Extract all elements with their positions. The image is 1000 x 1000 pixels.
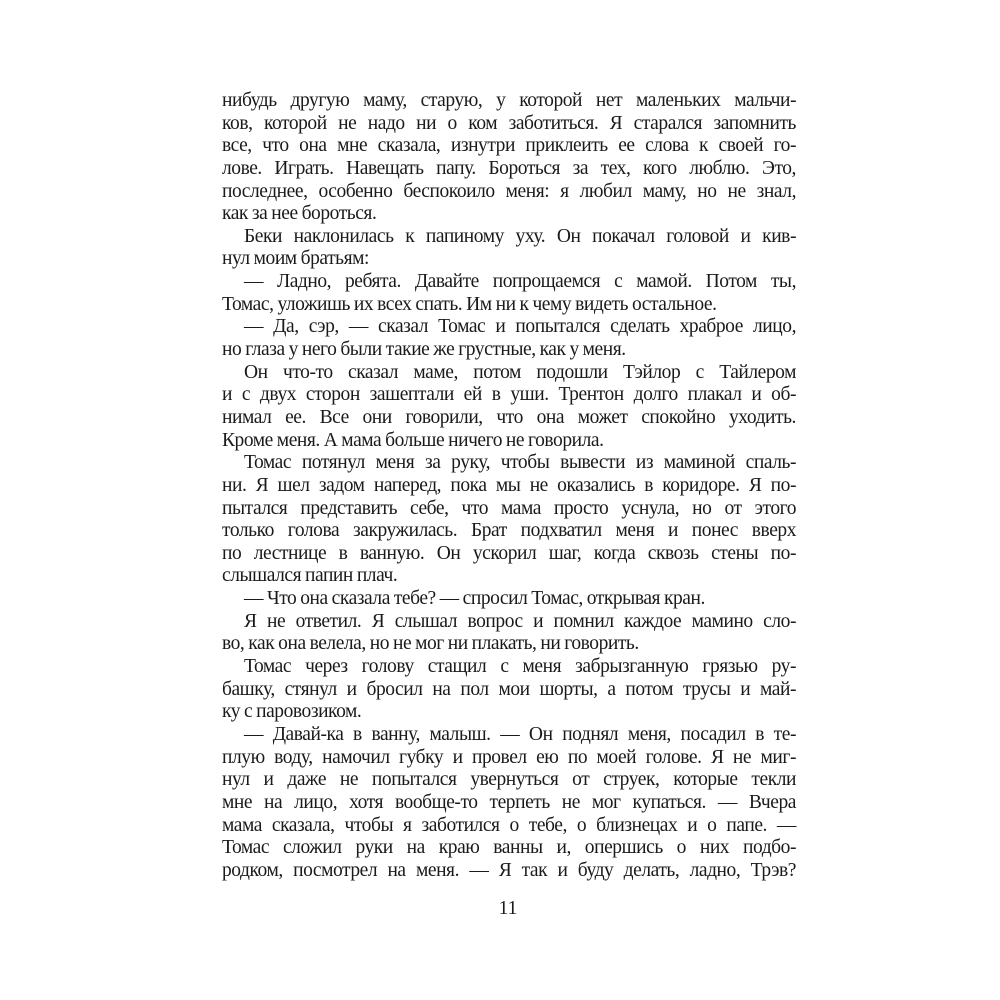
text-line: — Что она сказала тебе? — спросил Томас, открывая кран. [244,588,705,610]
text-line: только голова закружилась. Брат подхватил меня и понес вверх [222,520,796,542]
text-line: мама сказала, чтобы я заботился о тебе, о близнецах и о папе. — [222,814,796,836]
text-line: последнее, особенно беспокоило меня: я любил маму, но не знал, [222,180,796,202]
text-line: ку с паровозиком. [222,701,362,723]
text-line: Томас через голову стащил с меня забрызганную грязью ру- [244,656,796,678]
text-line: — Давай-ка в ванну, малыш. — Он поднял меня, посадил в те- [244,723,796,745]
text-line: по лестнице в ванную. Он ускорил шаг, когда сквозь стены по- [222,542,796,564]
text-line: Кроме меня. А мама больше ничего не говорила. [222,429,604,451]
text-line: ков, которой не надо ни о ком заботиться. Я старался запомнить [222,112,796,134]
text-line: нимал ее. Все они говорили, что она может спокойно уходить. [222,406,796,428]
text-line: мне на лицо, хотя вообще-то терпеть не мог купаться. — Вчера [222,791,796,813]
body-text [222,90,796,882]
text-line: Он что-то сказал маме, потом подошли Тэйлор с Тайлером [244,361,796,383]
text-line: — Ладно, ребята. Давайте попрощаемся с мамой. Потом ты, [244,271,796,293]
text-line: — Да, сэр, — сказал Томас и попытался сделать храброе лицо, [244,316,796,338]
text-line: как за нее бороться. [222,203,377,225]
text-line: Томас потянул меня за руку, чтобы вывести из маминой спаль- [244,452,796,474]
text-line: Я не ответил. Я слышал вопрос и помнил каждое мамино сло- [244,610,796,632]
text-line: слышался папин плач. [222,565,398,587]
text-line: пытался представить себе, что мама просто уснула, но от этого [222,497,796,519]
text-line: нибудь другую маму, старую, у которой нет маленьких мальчи- [222,90,796,111]
text-line: плую воду, намочил губку и провел ею по моей голове. Я не миг- [222,746,796,768]
text-line: и с двух сторон зашептали ей в уши. Трентон долго плакал и об- [222,384,796,406]
text-line: родком, посмотрел на меня. — Я так и буду делать, ладно, Трэв? [222,859,796,881]
text-line: ни. Я шел задом наперед, пока мы не оказались в коридоре. Я по- [222,474,796,496]
text-line: лове. Играть. Навещать папу. Бороться за тех, кого люблю. Это, [222,157,796,179]
text-line: нул и даже не попытался увернуться от струек, которые текли [222,769,796,791]
text-line: Томас, уложишь их всех спать. Им ни к чему видеть остальное. [222,293,717,315]
text-line: все, что она мне сказала, изнутри приклеить ее слова к своей го- [222,135,796,157]
page-number: 11 [498,898,518,919]
text-line: но глаза у него были такие же грустные, как у меня. [222,339,626,361]
text-line: во, как она велела, но не мог ни плакать, ни говорить. [222,633,639,655]
text-line: нул моим братьям: [222,248,369,270]
text-line: башку, стянул и бросил на пол мои шорты, а потом трусы и май- [222,678,796,700]
text-line: Беки наклонилась к папиному уху. Он покачал головой и кив- [244,225,796,247]
text-line: Томас сложил руки на краю ванны и, опершись о них подбо- [222,837,796,859]
